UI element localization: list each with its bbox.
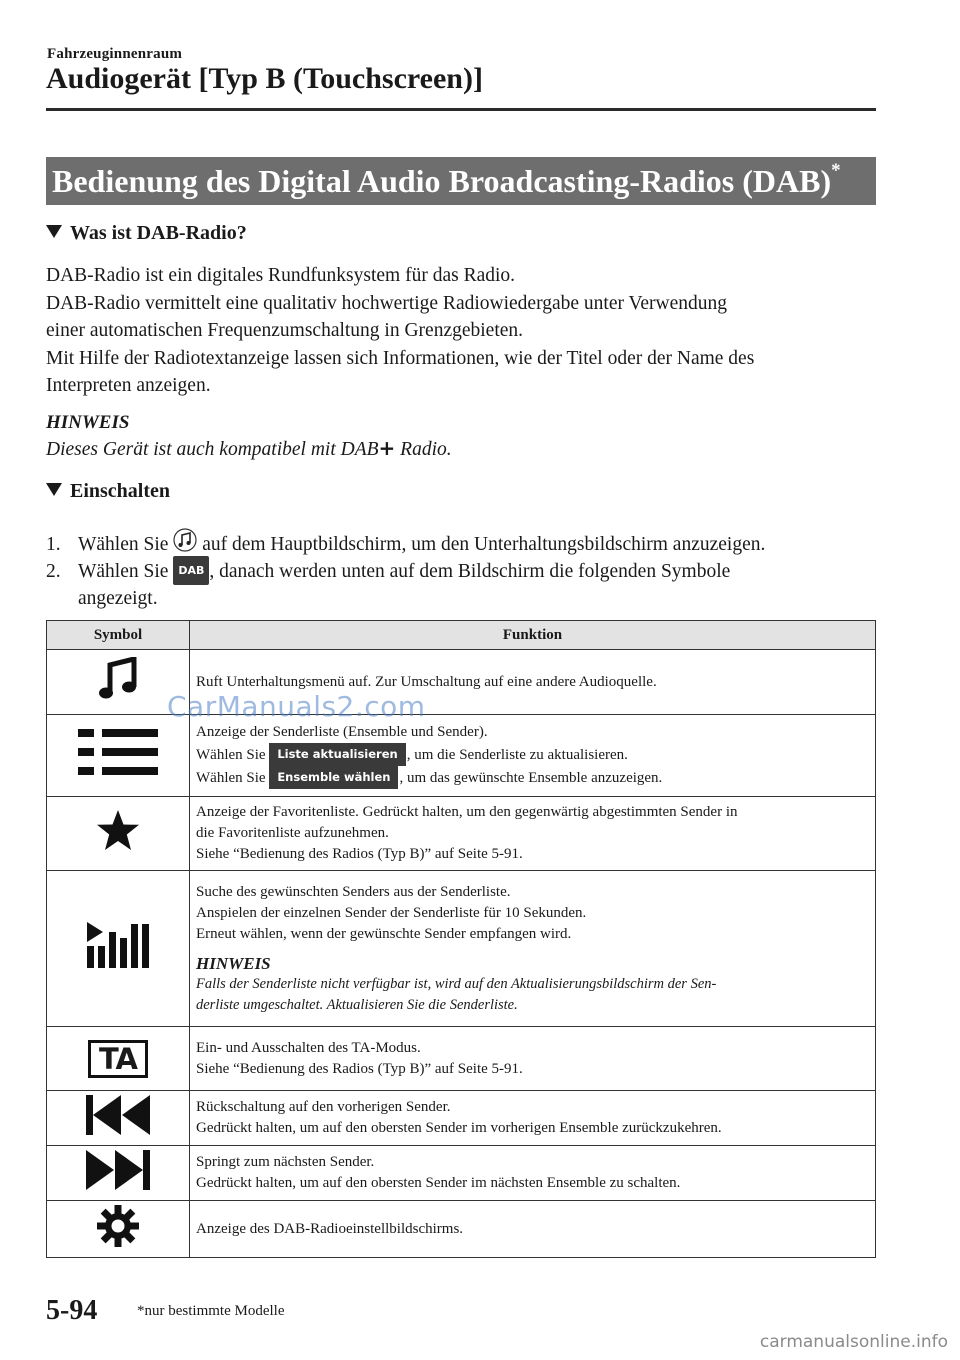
table-row xyxy=(47,871,876,1027)
page-number: 5-94 xyxy=(46,1295,98,1326)
function-line: Siehe “Bedienung des Radios (Typ B)” auf Seite 5-91. xyxy=(196,846,523,862)
function-line xyxy=(196,766,869,789)
table-row xyxy=(47,715,876,797)
function-line: Ein- und Ausschalten des TA-Modus. xyxy=(196,1039,421,1056)
function-line xyxy=(196,743,869,766)
function-cell xyxy=(190,871,876,1027)
step-text: angezeigt. xyxy=(78,588,158,609)
music-note-icon xyxy=(98,657,138,701)
hinweis-text: Falls der Senderliste nicht verfügbar ist, wird auf den Aktualisierungsbildschirm der Sen- xyxy=(196,975,717,992)
music-note-icon xyxy=(173,528,197,552)
function-line: Gedrückt halten, um auf den obersten Sender im nächsten Ensemble zu schalten. xyxy=(196,1175,681,1191)
triangle-bullet-icon xyxy=(46,225,62,238)
hinweis-text-start: Dieses Gerät ist auch kompatibel mit DAB xyxy=(46,439,379,460)
step-text: Wählen Sie xyxy=(78,534,174,555)
function-line: Erneut wählen, wenn der gewünschte Sender empfangen wird. xyxy=(196,925,572,942)
function-line: Gedrückt halten, um auf den obersten Sender im vorherigen Ensemble zurückzukehren. xyxy=(196,1120,722,1136)
step-text: , danach werden unten auf dem Bildschirm die folgenden Symbole xyxy=(209,561,731,582)
paragraph-line: DAB-Radio vermittelt eine qualitativ hochwertige Radiowiedergabe unter Verwendung xyxy=(46,292,728,314)
step-1 xyxy=(46,528,765,558)
table-row xyxy=(47,1027,876,1091)
header-divider xyxy=(46,108,876,111)
watermark: CarManuals2.com xyxy=(167,690,426,723)
step-number: 1. xyxy=(46,534,61,555)
banner-footnote-marker: * xyxy=(831,160,841,181)
function-line: Rückschaltung auf den vorherigen Sender. xyxy=(196,1099,451,1115)
function-line: Siehe “Bedienung des Radios (Typ B)” auf Seite 5-91. xyxy=(196,1060,523,1077)
symbol-cell xyxy=(47,1146,190,1201)
hinweis-title: HINWEIS xyxy=(46,412,130,433)
paragraph-line: Interpreten anzeigen. xyxy=(46,375,211,396)
hinweis-text xyxy=(46,436,452,461)
hinweis-text: derliste umgeschaltet. Aktualisieren Sie die Senderliste. xyxy=(196,996,518,1013)
heading-einschalten xyxy=(46,480,170,503)
function-line: Springt zum nächsten Sender. xyxy=(196,1154,375,1170)
dab-button[interactable]: DAB xyxy=(173,556,209,585)
select-ensemble-button[interactable]: Ensemble wählen xyxy=(269,766,398,789)
function-cell xyxy=(190,1091,876,1146)
hinweis-text-end: Radio. xyxy=(395,439,452,460)
column-header-symbol: Symbol xyxy=(47,621,190,650)
table-header-row xyxy=(47,621,876,650)
banner-title: Bedienung des Digital Audio Broadcasting-Radios (DAB) xyxy=(52,163,832,199)
function-text: Wählen Sie xyxy=(196,747,270,763)
hinweis-title: HINWEIS xyxy=(196,953,271,973)
table-row xyxy=(47,797,876,871)
function-line: Anzeige der Favoritenliste. Gedrückt halten, um den gegenwärtig abgestimmten Sender in xyxy=(196,804,738,820)
table-row xyxy=(47,1201,876,1258)
column-header-function: Funktion xyxy=(190,621,876,650)
function-cell xyxy=(190,1027,876,1091)
function-cell: Ruft Unterhaltungsmenü auf. Zur Umschaltung auf eine andere Audioquelle. xyxy=(190,650,876,715)
symbol-cell xyxy=(47,650,190,715)
function-line: Anspielen der einzelnen Sender der Senderliste für 10 Sekunden. xyxy=(196,904,587,921)
star-icon xyxy=(96,809,140,851)
table-row xyxy=(47,1146,876,1201)
symbol-cell xyxy=(47,1091,190,1146)
list-icon xyxy=(78,727,158,777)
gear-icon xyxy=(97,1205,139,1247)
function-cell xyxy=(190,797,876,871)
paragraph-line: einer automatischen Frequenzumschaltung in Grenzgebieten. xyxy=(46,320,524,341)
paragraph-line: Mit Hilfe der Radiotextanzeige lassen sich Informationen, wie der Titel oder der Name des xyxy=(46,347,755,369)
section-banner xyxy=(46,157,876,205)
symbol-cell xyxy=(47,1027,190,1091)
scan-icon xyxy=(87,920,149,970)
section-label: Fahrzeuginnenraum xyxy=(47,46,183,62)
refresh-list-button[interactable]: Liste aktualisieren xyxy=(269,743,405,766)
ta-icon: TA xyxy=(88,1040,148,1078)
what-is-paragraph xyxy=(46,262,876,400)
symbol-cell xyxy=(47,797,190,871)
function-line: Suche des gewünschten Senders aus der Senderliste. xyxy=(196,883,511,900)
paragraph-line: DAB-Radio ist ein digitales Rundfunksystem für das Radio. xyxy=(46,265,516,286)
function-cell xyxy=(190,715,876,797)
triangle-bullet-icon xyxy=(46,483,62,496)
symbol-cell xyxy=(47,871,190,1027)
function-cell: Anzeige des DAB-Radioeinstellbildschirms. xyxy=(190,1201,876,1258)
step-number: 2. xyxy=(46,561,61,582)
heading-what-is-text: Was ist DAB-Radio? xyxy=(70,222,247,244)
function-text: Wählen Sie xyxy=(196,770,270,786)
step-text: auf dem Hauptbildschirm, um den Unterhaltungsbildschirm anzuzeigen. xyxy=(197,534,766,555)
step-text: Wählen Sie xyxy=(78,561,174,582)
function-text: , um die Senderliste zu aktualisieren. xyxy=(406,747,628,763)
function-text: , um das gewünschte Ensemble anzuzeigen. xyxy=(399,770,663,786)
table-row xyxy=(47,650,876,715)
dab-plus-icon: + xyxy=(378,436,396,460)
next-track-icon xyxy=(86,1150,150,1190)
previous-track-icon xyxy=(86,1095,150,1135)
site-watermark: carmanualsonline.info xyxy=(759,1332,948,1352)
symbol-table xyxy=(46,620,876,1258)
page-title: Audiogerät [Typ B (Touchscreen)] xyxy=(46,62,483,95)
heading-einschalten-text: Einschalten xyxy=(70,480,171,502)
function-cell xyxy=(190,1146,876,1201)
symbol-cell xyxy=(47,1201,190,1258)
function-line: die Favoritenliste aufzunehmen. xyxy=(196,825,389,841)
footnote: *nur bestimmte Modelle xyxy=(137,1303,285,1319)
table-row xyxy=(47,1091,876,1146)
step-2 xyxy=(46,556,730,612)
function-line: Anzeige der Senderliste (Ensemble und Sender). xyxy=(196,724,488,740)
heading-what-is xyxy=(46,222,247,245)
symbol-cell xyxy=(47,715,190,797)
